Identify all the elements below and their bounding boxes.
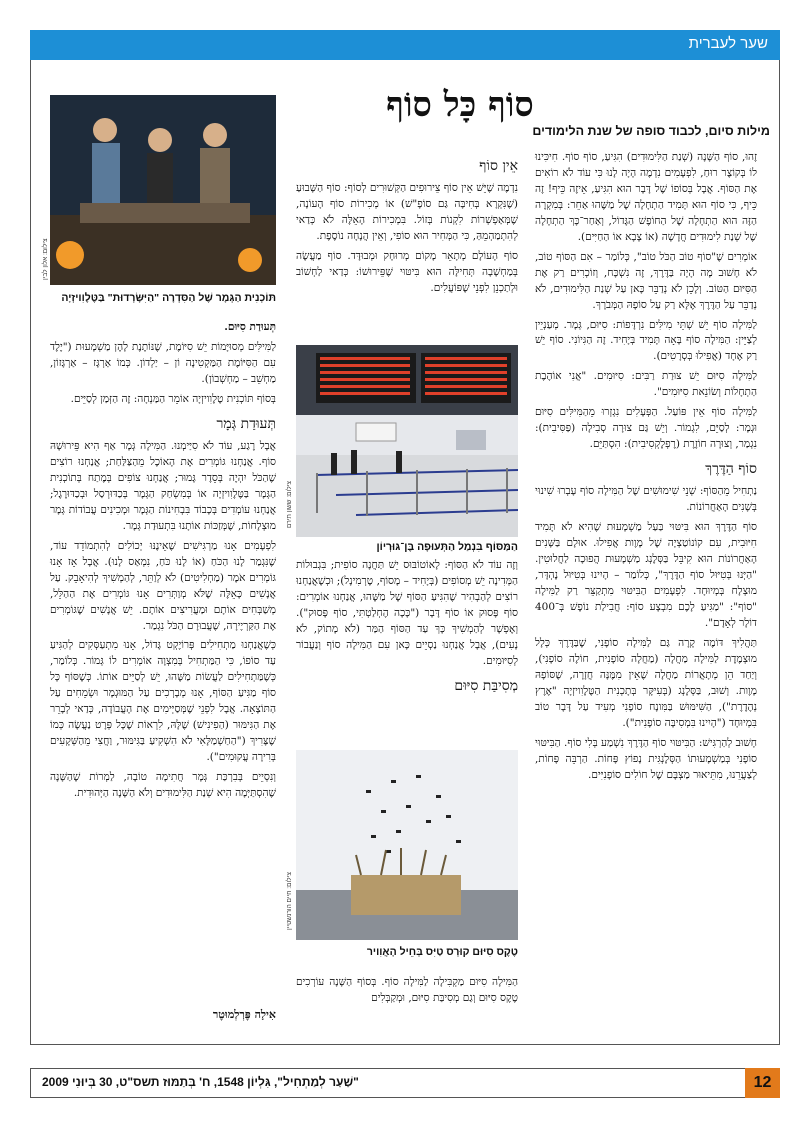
author-name: אִילָה פֶּרְלְמוּטֶר [212,1008,276,1021]
section-heading: סוֹף הַדֶּרֶךְ [705,461,757,478]
article-subtitle: מילות סיום, לכבוד סופה של שנת הלימודים [532,124,770,138]
photo-caption: הַמַּסּוֹף בִּנְמַל הַתְּעוּפָה בֶּן־גּוּרְיוֹן [376,541,518,553]
middle-column-mid [296,558,518,723]
paragraph: תַּהֲלִיךְ דּוֹמֶה קָרָה גַּם לַמִּילָה סוֹפָנִי, שֶׁבַּדֶּרֶךְ כְּלָל מוּצְמֶדֶת לַמִּילָה מַחֲלָה (מַחֲלָה סוֹפָנִית, חוֹלֶה סוֹפָנִי), וְיַחַד הֵן מְתָאֲרוֹת מַחֲלָה שֶׁאֵין מִמֶּנָּה חֲזָרָה, שֶׁסּוֹפָהּ מָוֶות. וְשׁוּב, בַּסְּלֶנְג (בְּעִיקָּר בְּתָכְנִית הַטֶּלֶוִויזְיָה "אֶרֶץ נְהֶדֶרֶת"), הַשִּׁימּוּשׁ בַּמִּונָח סוֹפָנִי מְעִיד עַל דָּבָר טוֹב בִּמְיוּחָד ("הָיִינוּ בִּמְסִיבָּה סוֹפָנִית"). [535,637,757,729]
paragraph: וְנִסְיֵים בְּבִרְכַּת גְּמָר חֲתִימָה טוֹבָה, לַמְרוֹת שֶׁהַשָּׁנָה שֶׁהִסְתַּיְּמָה הִיא שְׁנַת הַלִּימוּדִים וְלֹא הַשָּׁנָה הַיְּהוּדִית. [50,771,276,800]
page-number: 12 [745,1068,780,1098]
paragraph: לַמִּילָה סִיּוּם יֵשׁ צוּרַת רַבִּים: סִיּוּמִים. "אֲנִי אוֹהֶבֶת הַתְחָלוֹת וְשׂוֹנֵאת סִיּוּמִים". [535,370,757,399]
middle-column-bottom [296,975,518,1035]
paragraph: הַמִּילָה סִיּוּם מַקְבִּילָה לַמִּילָה סוֹף. בְּסוֹף הַשָּׁנָה עוֹרְכִים טֶקֶס סִיּוּם וְגַם מְסִיבַּת סִיּוּם, וּמְקַבְּלִים [296,976,518,1004]
paragraph: חָשׁוּב לְהַרְגִּישׁ: הַבִּיטּוּי סוֹף הַדֶּרֶךְ נִשְׁמַע בְּלִי סוֹף. הַבִּיטּוּי סוֹפָנִי בְּמַשְׁמָעוּתוֹ הַסְּלֶנְגִּית נָפוֹץ פָּחוֹת. הַרְבֵּה פָּחוֹת, לְצַעֲרֵנוּ, מִתֵּיאוּר מַצְבָּם שֶׁל חוֹלִים סוֹפָנִיִּים. [535,736,757,781]
survivor-illustration [50,95,276,285]
photo-caption: תּוֹכְנִית הַגְּמָר שֶׁל הַסִּדְרָה "הַיִּשָּׂרְדוּת" בַּטֶּלֶוִויזְיָה [61,292,276,304]
paragraph: זֶהוּ, סוֹף הַשָּׁנָה (שְׁנַת הַלִּימוּדִים) הִגִּיעַ, סוֹף סוֹף. חִיכִּינוּ לוֹ בְּקוֹצֶר רוּחַ, לִפְעָמִים נִדְמֶה הָיָה לָנוּ כִּי עוֹד לֹא רוֹאִים אֶת הַסּוֹף. אֲבָל בְּסוֹפוֹ שֶׁל דָּבָר הוּא הִגִּיעַ, אֵיזֶה כֵּיף! זֶה כֵּיף, כִּי סוֹף הוּא תָּמִיד הַתְחָלָה שֶׁל מַשֶּׁהוּ אַחֵר: בְּמִקְרֶה הַזֶּה הוּא הַתְחָלָה שֶׁל הַחוֹפֶשׁ הַגָּדוֹל, וְאַחַר־כָּךְ הַתְחָלָה שֶׁל שְׁנַת לִימוּדִים חֲדָשָׁה (אוֹ צָבָא אוֹ הַחַיִּים). [535,151,757,243]
paragraph: נַתְחִיל מֵהַסּוֹף: שְׁנֵי שִׁימוּשִׁים שֶׁל הַמִּילָה סוֹף עָבְרוּ שִׁינוּי בְּשָׁנִים הָאַחֲרוֹנוֹת. [535,485,757,514]
airport-illustration [296,345,518,537]
paragraph: לַמִּילָה סוֹף יֵשׁ שְׁתֵּי מִילִּים נִרְדָּפוֹת: סִיּוּם, גְּמָר. מְעַנְיֵין לְצַיֵּין: הַמִּילָה סוֹף בָּאָה תָּמִיד בְּיָחִיד. זֶה הַגִּיוֹנִי. סוֹף יֵשׁ רַק אֶחָד (אֲפִילוּ בְּסְרָטִים). [535,318,757,363]
paragraph: לִפְעָמִים אָנוּ מַרְגִּישִׁים שֶׁאֵינֶנּוּ יְכוֹלִים לְהִתְמוֹדֵד עוֹד, שֶׁנִּגְמַר לָנוּ הַכֹּחַ (אוֹ לָנוּ כֹּחַ, נִמְאַס לָנוּ). אֲבָל אָז אָנוּ גּוֹמְרִים אֹמֶר (מַחְלִיטִים) לֹא לְוַתֵּר, לְהַמְשִׁיךְ לְהִיאָבֵק. עַל אֲנָשִׁים כָּאֵלֶּה שֶׁלֹּא מְוַתְּרִים אָנוּ גּוֹמְרִים אֶת הַהַלֵּל, מְשַׁבְּחִים אוֹתָם וּמַעֲרִיצִים אוֹתָם. יֵשׁ אֲנָשִׁים שֶׁגּוֹמְרִים אֶת הַקַּרְיֶירָה, שֶׁעֲבוּרָם הַכֹּל נִגְמַר. [50,539,276,632]
graduation-illustration [296,750,518,940]
survivor-photo [50,95,276,285]
middle-column-top [296,150,518,342]
left-column [50,320,276,806]
paragraph: סוֹף הָעוֹלָם מְתָאֵר מָקוֹם מְרוּחָק וּמְבוּדָּד. סוֹף מַעֲשֶׂה בְּמַחְשָׁבָה תְּחִילָּה הוּא בִּיטּוּי שֶׁפֵּירוּשׁוֹ: כְּדַאי לַחְשׁוֹב וּלְתַכְנֵן לִפְנֵי שֶׁפּוֹעֲלִים. [296,250,518,294]
section-label: שער לעברית [688,35,768,52]
paragraph: נִדְמֶה שֶׁיֵּשׁ אֵין סוֹף צֵירוּפִים הַקְּשׁוּרִים לְסוֹף: סוֹף הַשָּׁבוּעַ (שֶׁנִּקְרָא בְּחִיבָּה גַּם סוֹפָ"שׁ) אוֹ מְכִירוֹת סוֹף הָעוֹנָה, שֶׁמְּאַפְשְׁרוֹת לִקְנוֹת בְּזוֹל. בִּמְכִירוֹת הָאֵלֶּה לֹא כְּדַאי לְהִתְמַהְמֵהַּ, כִּי הַמְּחִיר הוּא סוֹפִי, וְאֵין הֲנָחָה נוֹסֶפֶת. [296,182,518,243]
photo-credit: צילום: אלון לבין [42,238,49,280]
section-heading: תְּעוּדַת גְּמָר [216,415,276,432]
paragraph: כְּשֶׁאֲנַחְנוּ מַתְחִילִים פְּרוֹיֶקְט גָּדוֹל, אָנוּ מִתְעַסְּקִים לְהַגִּיעַ עַד סוֹפוֹ, כִּי הַמַּתְחִיל בְּמִצְוָה אוֹמְרִים לוֹ גְּמוֹר. כְּלוֹמַר, כְּשֶׁמַּתְחִילִים לַעֲשׂוֹת מַשֶּׁהוּ, יֵשׁ לְסַיֵּים אוֹתוֹ. כְּשֶׁסּוֹף כָּל סוֹף מַגִּיעַ הַסּוֹף, אָנוּ מְבָרְכִים עַל הַמּוּגְמָר וּשְׂמֵחִים עַל הַתּוֹצָאָה. אֲבָל לִפְנֵי שֶׁמְּסַיְּימִים אֶת הָעֲבוֹדָה, כְּדַאי לְבָרֵר אֶת הַגִּימּוּר (הַפִינִישׁ) שֶׁלָּהּ, לִרְאוֹת שֶׁכָּל פְּרָט נַעֲשָׂה כְּמוֹ שֶׁצָּרִיךְ ("הַחַשְׁמַלָּאִי לֹא הִשְׁקִיעַ בַּגִּימּוּר, וַחֲצִי מֵהַשְּׁקָעִים בְּרִירָה עֲקוּמִים"). [50,639,276,764]
paragraph: וְזֶה עוֹד לֹא הַסּוֹף: לָאוֹטוֹבּוּס יֵשׁ תַּחֲנָה סוֹפִית; בִּגְבוּלוֹת הַמְּדִינָה יֵשׁ מְסוֹפִים (בְּיָחִיד – מָסוֹף, טֶרְמִינָל); וּכְשֶׁאֲנַחְנוּ רוֹצִים לְהַבְהִיר שֶׁהִגִּיעַ הַסּוֹף שֶׁל מַשֶּׁהוּ, אֲנַחְנוּ אוֹמְרִים: סוֹף פָּסוּק אוֹ סוֹף דָּבָר ("כָּכָה הֶחְלַטְתִּי, סוֹף פָּסוּק"). וְאֶפְשָׁר לְהַמְשִׁיךְ כָּךְ עַד הַסּוֹף הַמַּר (לֹא מָתוֹק, לֹא נָעִים), אֲבָל אֲנַחְנוּ נַסְיֵים כָּאן עִם הַמִּילָה סוֹף וְנַעֲבוֹר לְסִיּוּמִים. [296,559,518,667]
photo-caption: טֶקֶס סִיּוּם קוּרְס טַיִּס בְּחֵיל הָאֲוִויר [366,946,518,958]
paragraph: תְּעוּדַת סִיּוּם. [224,321,276,333]
paragraph: לַמִּילָה סוֹף אֵין פּוֹעַל. הַפְּעָלִים נִגְזְרוּ מֵהַמִּילִּים סִיּוּם וּגְמָר: לְסַיֵּם, לִגְמוֹר. וְיֵשׁ גַּם צוּרָה סְבִילָה (פַּסִּיבִית): נִגְמַר, וְצוּרָה חוֹזֶרֶת (רֶפְלֶקְסִיבִית): הִסְתַּיֵּם. [535,406,757,451]
paragraph: אוֹמְרִים שֶׁ"סוֹף טוֹב הַכֹּל טוֹב", כְּלוֹמַר – אִם הַסּוֹף טוֹב, לֹא חָשׁוּב מָה הָיָה בַּדֶּרֶךְ, זֶה נִשְׁכָּח, וְזוֹכְרִים רַק אֶת הַסִּיּוּם הַטּוֹב. וְלָכֵן לֹא נְדַבֵּר כָּאן עַל שְׁנַת הַלִּימוּדִים, לֹא נְדַבֵּר עַל הַדֶּרֶךְ אֶלָּא רַק עַל סוֹפָהּ הַמְּבֹרָךְ. [535,250,757,311]
paragraph: אֲבָל רֶגַע, עוֹד לֹא סִיַּימְנוּ. הַמִּילָה גְּמָר אַף הִיא פֵּירוּשָׁהּ סוֹף. אֲנַחְנוּ גּוֹמְרִים אֶת הָאוֹכֶל מֵהַצַּלַּחַת; אֲנַחְנוּ רוֹצִים שֶׁהַכֹּל יִהְיֶה בְּסֵדֶר גָּמוּר; אֲנַחְנוּ צוֹפִים בְּמֶתַח בְּתוֹכְנִית הַגְּמָר בַּטֶּלֶוִויזְיָה אוֹ בְּמִשְׂחַק הַגְּמָר בְּכַדּוּרְסַל וּבְכַדּוּרֶגֶל; אֲנַחְנוּ עוֹמְדִים בְּכָבוֹד בִּבְחִינוֹת הַגְּמָר וּמְכִינִים עֲבוֹדוֹת גְּמָר מוּצְלָחוֹת, שֶׁמְּזַכּוֹת אוֹתָנוּ בִּתְעוּדַת גְּמָר. [50,440,276,532]
paragraph: לַמִּילִּים מְסוּיָּמוֹת יֵשׁ סִיּוֹמֶת, שֶׁנּוֹתֶנֶת לָהֶן מַשְׁמָעוּת ("יֶלֶד עִם הַסִּיּוֹמֶת הַמַּקְטִינָה וֹן – יַלְדוֹן. כְּמוֹ אַרְגָּז – אַרְגָּזוֹן, מַחְשֵׁב – מַחְשְׁבוֹן). [50,340,276,385]
section-heading: אֵין סוֹף [479,158,518,174]
photo-credit: צילום: ששון תירם [286,481,293,528]
right-column [535,150,757,788]
section-heading: מְסִיבַּת סִיּוּם [454,677,518,694]
section-banner [30,30,780,60]
airport-photo [296,345,518,537]
graduation-photo [296,750,518,940]
photo-credit: צילום: חיים הורנשטיין [286,872,293,930]
paragraph: בְּסוֹף תּוֹכְנִית טֶלֶוִויזְיָה אוֹמֵר הַמַּנְחָה: זֶה הַזְּמַן לְסַיֵּים. [70,392,276,405]
paragraph: סוֹף הַדֶּרֶךְ הוּא בִּיטּוּי בַּעַל מַשְׁמָעוּת שֶׁהִיא לֹא תָּמִיד חִיּוּבִית, עִם קוֹנוֹטַצְיָה שֶׁל מָוֶות אֲפִילוּ. אוּלָם בַּשָּׁנִים הָאַחֲרוֹנוֹת הוּא קִיבֵּל בַּסְּלֶנְג מַשְׁמָעוּת הֲפוּכָה לַחֲלוּטִין. "הַיְּנוּ בְּטִיּוּל סוֹף הַדֶּרֶךְ", כְּלוֹמַר – הָיִינוּ בְּטִיּוּל נֶהְדָּר, מוּצְלָח בְּמְיוּחָד. לִפְעָמִים הַבִּיטּוּי מִתְקַצֵּר רַק לַמִּילָה "סוֹף": "מַגִּיעַ לָכֶם מִבְצָע סוֹף: חֲבִילַת נוֹפֶשׁ בְּ־400 דוֹלָר לְאָדָם". [535,521,757,630]
footer-citation: "שַׁעַר לְמַתְחִיל", גִּלְיוֹן 1548, ח' בְּתַמּוּז תשס"ט, 30 בְּיוּנִי 2009 [42,1075,359,1089]
article-title: סוֹף כָּל סוֹף [386,85,534,125]
